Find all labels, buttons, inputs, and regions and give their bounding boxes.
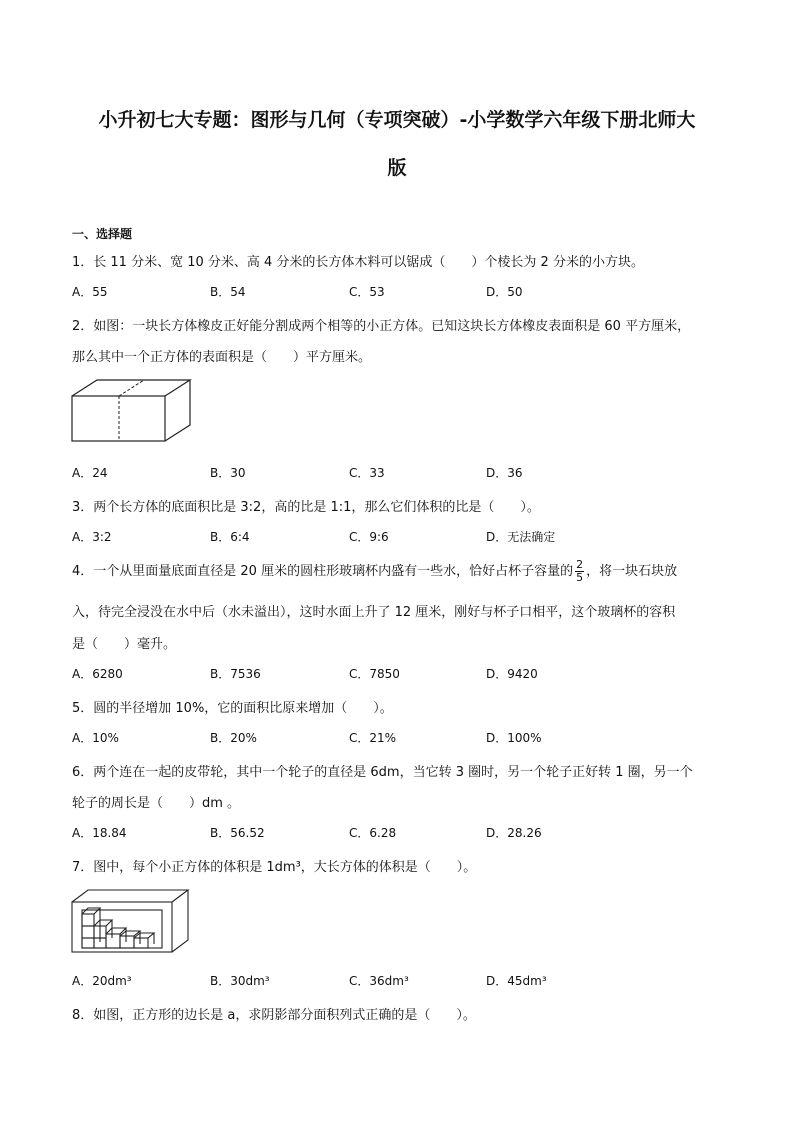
question-7-options [72,972,672,990]
fraction-two-fifths [575,559,584,584]
option-b: B．6:4 [210,530,250,544]
fraction-numerator: 2 [576,558,584,571]
option-c: C．33 [349,466,385,480]
option-b: B．30 [210,466,246,480]
section-heading: 一、选择题 [72,227,133,241]
option-d: D．50 [486,285,523,299]
question-1-options [72,283,672,301]
question-4-line-3: 是（ ）毫升。 [72,637,177,652]
document-title [60,96,734,192]
fraction-denominator: 5 [576,571,584,584]
option-c: C．7850 [349,667,400,681]
option-c: C．21% [349,731,397,745]
question-4-line-1 [72,557,677,587]
question-8: 8．如图，正方形的边长是 a，求阴影部分面积列式正确的是（ ）。 [72,1008,476,1023]
question-6-line-2: 轮子的周长是（ ）dm 。 [72,796,241,811]
question-2-options [72,464,672,482]
question-4-text-pre: 4．一个从里面量底面直径是 20 厘米的圆柱形玻璃杯内盛有一些水，恰好占杯子容量的 [72,564,574,579]
option-b: B．7536 [210,667,261,681]
title-line-2: 版 [387,157,407,179]
option-d: D．100% [486,731,542,745]
option-d: D．28.26 [486,826,542,840]
question-2-line-1: 2．如图：一块长方体橡皮正好能分割成两个相等的小正方体。已知这块长方体橡皮表面积是 60 平方厘米， [72,319,691,334]
stacked-cubes-figure [70,886,190,956]
option-b: B．20% [210,731,257,745]
question-6-line-1: 6．两个连在一起的皮带轮，其中一个轮子的直径是 6dm，当它转 3 圈时，另一个轮子正好转 1 圈，另一个 [72,765,693,780]
question-4-line-2: 入，待完全浸没在水中后（水未溢出），这时水面上升了 12 厘米，刚好与杯子口相平，这个玻璃杯的容积 [72,605,676,620]
question-4-text-post: ，将一块石块放 [586,564,678,579]
question-6-options [72,824,672,842]
option-c: C．36dm³ [349,974,409,988]
title-line-1: 小升初七大专题：图形与几何（专项突破）-小学数学六年级下册北师大 [98,109,696,131]
option-c: C．6.28 [349,826,397,840]
question-2-line-2: 那么其中一个正方体的表面积是（ ）平方厘米。 [72,350,372,365]
question-3: 3．两个长方体的底面积比是 3:2，高的比是 1:1，那么它们体积的比是（ ）。 [72,500,540,515]
option-c: C．9:6 [349,530,389,544]
option-a: A．55 [72,285,108,299]
question-4-options [72,665,672,683]
option-b: B．30dm³ [210,974,270,988]
question-3-options [72,528,672,546]
option-a: A．18.84 [72,826,127,840]
question-7: 7．图中，每个小正方体的体积是 1dm³，大长方体的体积是（ ）。 [72,860,477,875]
option-c: C．53 [349,285,385,299]
option-a: A．3:2 [72,530,112,544]
option-a: A．6280 [72,667,123,681]
option-b: B．54 [210,285,246,299]
option-a: A．10% [72,731,119,745]
option-d: D．9420 [486,667,538,681]
option-d: D．45dm³ [486,974,547,988]
option-d: D．36 [486,466,523,480]
option-a: A．20dm³ [72,974,132,988]
option-b: B．56.52 [210,826,265,840]
option-d: D．无法确定 [486,530,556,544]
option-a: A．24 [72,466,108,480]
cuboid-figure [70,378,194,444]
question-1: 1．长 11 分米、宽 10 分米、高 4 分米的长方体木料可以锯成（ ）个棱长为 2 分米的小方块。 [72,255,644,270]
question-5: 5．圆的半径增加 10%，它的面积比原来增加（ ）。 [72,701,393,716]
question-5-options [72,729,672,747]
